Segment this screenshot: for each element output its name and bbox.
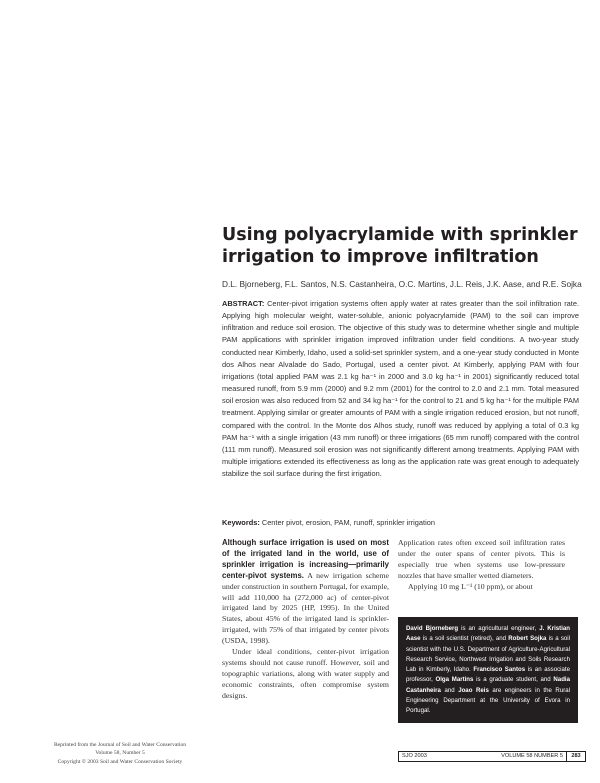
bio-text: are engineers in the Rural Engineering Department at the University of Evora in Portugal. [406, 686, 570, 715]
author-bio-box [398, 617, 578, 723]
footer-journal-date: SJO 2003 [402, 753, 427, 759]
body-column-right [398, 538, 565, 593]
abstract [222, 298, 579, 480]
bio-author-name: Olga Martins [435, 676, 474, 684]
body-paragraph [222, 538, 389, 647]
bio-text: is an associate professor, [406, 666, 570, 684]
body-column-left [222, 538, 389, 702]
keywords-text: Center pivot, erosion, PAM, runoff, sprinkler irrigation [261, 518, 435, 527]
abstract-text: Center-pivot irrigation systems often apply water at rates greater than the soil infiltration rate. Applying high molecular weight, water-soluble, anionic polyacrylamide (PAM) to the soil can improve infiltration and reduce soil erosion. The objective of this study was to determine whether single and multiple PAM applications with sprinkler irrigation improved infiltration under field conditions. A two-year study conducted near Kimberly, Idaho, used a solid-set sprinkler system, and a one-year study conducted in Monte dos Alhos near Alvalade do Sado, Portugal, used a center pivot. At Kimberly, applying PAM with four irrigations (total applied PAM was 2.1 kg ha⁻¹ in 2000 and 3.0 kg ha⁻¹ in 2001) significantly reduced total measured runoff, from 5.9 mm (2000) and 9.2 mm (2001) for the control to 2.0 and 2.1 mm. Total measured soil erosion was also reduced from 52 and 34 kg ha⁻¹ for the control to 21 and 5 kg ha⁻¹ for the multiple PAM treatment. Applying similar or greater amounts of PAM with a single irrigation reduced erosion, but not runoff, compared with the control. In the Monte dos Alhos study, runoff was reduced by applying a total of 0.3 kg PAM ha⁻¹ with a single irrigation (43 mm runoff) or three irrigations (65 mm runoff) compared with the control (111 mm runoff). Measured soil erosion was not significantly different among treatments. Applying PAM with multiple irrigations extended its effectiveness as long as the application rate was great enough to adequately stabilize the soil surface during the first irrigation. [222, 299, 579, 479]
bio-author-name: Joao Reis [458, 686, 489, 694]
bio-text: is a soil scientist with the U.S. Department of Agriculture-Agricultural Research Service, Northwest Irrigation and Soils Research Lab in Kimberly, Idaho. [406, 635, 570, 674]
body-paragraph: Under ideal conditions, center-pivot irrigation systems should not cause runoff. However, soil and topographic variations, along with water supply and economic constraints, often compromise system designs. [222, 647, 389, 700]
keywords [222, 518, 579, 527]
bio-author-name: Robert Sojka [508, 635, 547, 643]
page-footer [398, 751, 586, 762]
abstract-label: ABSTRACT: [222, 299, 265, 308]
bio-author-name: Nadia Castanheira [406, 676, 571, 694]
lead-in-text: Although surface irrigation is used on most of the irrigated land in the world, use of sprinkler irrigation is increasing—primarily center-pivot systems. [222, 538, 389, 580]
footer-volume: VOLUME 58 NUMBER 5 [501, 753, 563, 759]
body-paragraph: Application rates often exceed soil infiltration rates under the outer spans of center pivots. This is especially true when systems use low-pressure nozzles that have smaller wetted diameters. [398, 538, 565, 580]
bio-author-name: Francisco Santos [473, 666, 526, 674]
bio-text: is a soil scientist (retired), and [420, 635, 509, 643]
bio-text: is a graduate student, and [473, 676, 554, 684]
article-title: Using polyacrylamide with sprinkler irrigation to improve infiltration [222, 225, 578, 267]
reprint-line: Reprinted from the Journal of Soil and Water Conservation [53, 742, 187, 748]
body-text: A new irrigation scheme under construction in southern Portugal, for example, will add 110,000 ha (272,000 ac) of center-pivot irrigated land by 2025 (HP, 1995). In the United States, about 45% of the irrigated land is sprinkler-irrigated, with 75% of that irrigated by center pivots (USDA, 1998). [222, 570, 390, 646]
reprint-line: Copyright © 2003 Soil and Water Conservation Society [57, 758, 183, 765]
bio-author-name: J. Kristian Aase [406, 625, 570, 643]
bio-author-name: David Bjorneberg [406, 625, 459, 632]
page-number: 283 [566, 752, 585, 761]
author-list: D.L. Bjorneberg, F.L. Santos, N.S. Castanheira, O.C. Martins, J.L. Reis, J.K. Aase, and R.E. Sojka [222, 279, 582, 289]
body-paragraph: Applying 10 mg L⁻¹ (10 ppm), or about [408, 581, 533, 591]
keywords-label: Keywords: [222, 518, 260, 527]
author-bio-text [406, 624, 570, 717]
reprint-notice [30, 741, 210, 766]
bio-text: and [440, 686, 459, 694]
bio-text: is an agricultural engineer, [458, 625, 540, 632]
reprint-line: Volume 58, Number 5 [95, 750, 145, 757]
